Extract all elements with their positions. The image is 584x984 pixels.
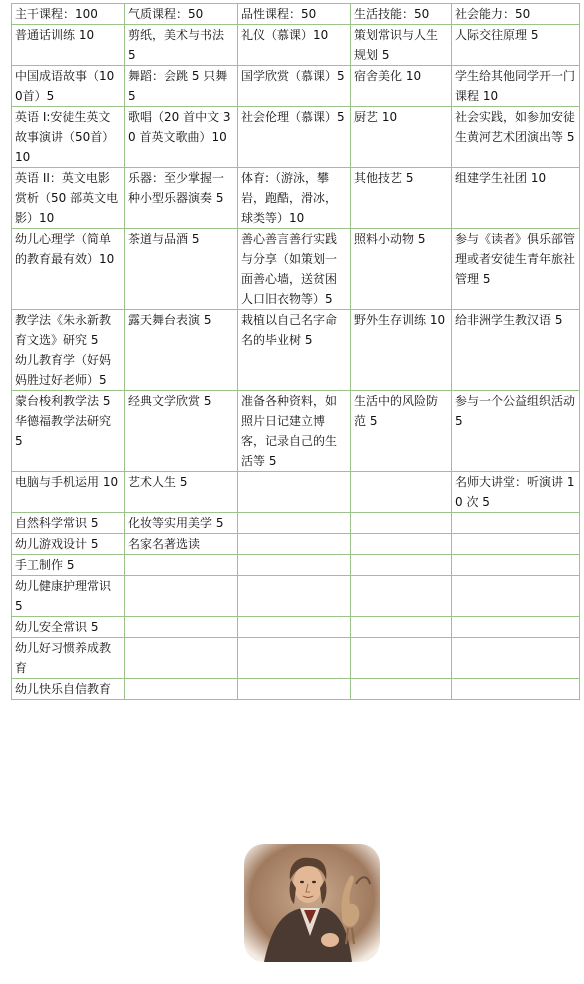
table-cell (125, 25, 238, 66)
table-cell (12, 4, 125, 25)
table-row (12, 534, 580, 555)
table-cell (12, 391, 125, 472)
table-cell (452, 25, 580, 66)
table-cell (452, 168, 580, 229)
cell-text: 社会能力：50 (455, 7, 531, 21)
table-cell (12, 107, 125, 168)
cell-text: 茶道与品酒 5 (128, 232, 200, 246)
cell-text (455, 679, 576, 699)
cell-text: 人际交往原理 5 (455, 28, 539, 42)
curriculum-table (11, 3, 580, 700)
table-cell (238, 4, 351, 25)
cell-text (455, 576, 576, 596)
table-row (12, 4, 580, 25)
cell-text: 幼儿心理学（简单的教育最有效）10 (15, 232, 115, 266)
table-cell (12, 168, 125, 229)
table-row (12, 107, 580, 168)
cell-text (128, 617, 234, 637)
cell-text: 经典文学欣赏 5 (128, 394, 212, 408)
cell-text (354, 513, 448, 533)
table-cell (452, 229, 580, 310)
cell-text (241, 555, 347, 575)
table-cell (125, 391, 238, 472)
cell-text: 准备各种资料，如照片日记建立博客，记录自己的生活等 5 (241, 394, 338, 468)
cell-text (455, 617, 576, 637)
table-cell (452, 679, 580, 700)
cell-text: 中国成语故事（100首）5 (15, 69, 115, 103)
table-row (12, 513, 580, 534)
table-cell (351, 391, 452, 472)
cell-text: 幼儿快乐自信教育 (15, 682, 112, 696)
table-cell (125, 472, 238, 513)
cell-text: 社会实践，如参加安徒生黄河艺术团演出等 5 (455, 110, 576, 144)
cell-text: 学生给其他同学开一门课程 10 (455, 69, 576, 103)
table-cell (351, 168, 452, 229)
table-row (12, 310, 580, 391)
cell-text: 社会伦理（慕课）5 (241, 110, 345, 124)
table-cell (452, 513, 580, 534)
cell-text (354, 534, 448, 554)
cell-text (128, 576, 234, 596)
cell-text (128, 679, 234, 699)
cell-text (241, 472, 347, 492)
table-cell (125, 4, 238, 25)
cell-text: 自然科学常识 5 (15, 516, 99, 530)
cell-text (241, 513, 347, 533)
table-cell (238, 229, 351, 310)
cell-text: 生活中的风险防范 5 (354, 394, 439, 428)
table-cell (125, 679, 238, 700)
table-cell (238, 534, 351, 555)
table-cell (125, 229, 238, 310)
table-cell (125, 638, 238, 679)
cell-text: 乐器：至少掌握一种小型乐器演奏 5 (128, 171, 225, 205)
cell-text (241, 638, 347, 658)
cell-text: 化妆等实用美学 5 (128, 516, 224, 530)
table-cell (452, 472, 580, 513)
table-cell (238, 638, 351, 679)
table-row (12, 679, 580, 700)
cell-text (455, 555, 576, 575)
cell-text: 生活技能：50 (354, 7, 430, 21)
cell-text: 华德福教学法研究 5 (15, 414, 112, 448)
table-cell (238, 679, 351, 700)
cell-text: 栽植以自己名字命名的毕业树 5 (241, 313, 338, 347)
table-cell (12, 617, 125, 638)
table-cell (125, 555, 238, 576)
table-cell (351, 513, 452, 534)
table-cell (238, 66, 351, 107)
table-cell (125, 617, 238, 638)
cell-text: 宿舍美化 10 (354, 69, 422, 83)
cell-text: 幼儿好习惯养成教育 (15, 641, 112, 675)
table-cell (238, 513, 351, 534)
table-cell (125, 107, 238, 168)
table-row (12, 66, 580, 107)
table-cell (12, 66, 125, 107)
cell-text: 体育:（游泳，攀岩，跑酷，滑冰，球类等）10 (241, 171, 338, 225)
cell-text: 厨艺 10 (354, 110, 398, 124)
cell-text (455, 513, 576, 533)
cell-text: 艺术人生 5 (128, 475, 188, 489)
cell-text: 品性课程：50 (241, 7, 317, 21)
table-row (12, 555, 580, 576)
table-cell (351, 555, 452, 576)
cell-text: 善心善言善行实践与分享（如策划一面善心墙，送贫困人口旧衣物等）5 (241, 232, 338, 306)
cell-text: 英语 II：英文电影赏析（50 部英文电影）10 (15, 171, 119, 225)
table-cell (351, 472, 452, 513)
cell-text (455, 534, 576, 554)
table-cell (351, 679, 452, 700)
curriculum-table-body (12, 4, 580, 700)
table-row (12, 25, 580, 66)
table-cell (125, 576, 238, 617)
cell-text: 幼儿游戏设计 5 (15, 537, 99, 551)
table-cell (351, 107, 452, 168)
table-cell (351, 617, 452, 638)
cell-text: 教学法《朱永新教育文选》研究 5 (15, 313, 112, 347)
table-cell (351, 310, 452, 391)
portrait-image (244, 844, 380, 962)
cell-text (241, 534, 347, 554)
table-row (12, 638, 580, 679)
cell-text (241, 617, 347, 637)
cell-text: 英语 I:安徒生英文故事演讲（50首）10 (15, 110, 115, 164)
cell-text: 给非洲学生教汉语 5 (455, 313, 563, 327)
cell-text: 照料小动物 5 (354, 232, 426, 246)
portrait-illustration-icon (244, 844, 380, 962)
table-cell (125, 534, 238, 555)
table-cell (12, 679, 125, 700)
cell-text: 国学欣赏（慕课）5 (241, 69, 345, 83)
table-cell (238, 391, 351, 472)
table-row (12, 617, 580, 638)
cell-text (354, 679, 448, 699)
table-cell (12, 534, 125, 555)
cell-text (128, 638, 234, 658)
cell-text: 礼仪（慕课）10 (241, 28, 329, 42)
table-cell (351, 229, 452, 310)
table-cell (12, 576, 125, 617)
cell-text: 野外生存训练 10 (354, 313, 446, 327)
table-cell (125, 168, 238, 229)
table-cell (351, 576, 452, 617)
cell-text (354, 472, 448, 492)
table-cell (351, 4, 452, 25)
table-cell (12, 25, 125, 66)
table-cell (125, 310, 238, 391)
cell-text (241, 576, 347, 596)
table-cell (452, 576, 580, 617)
table-cell (125, 513, 238, 534)
cell-text: 策划常识与人生规划 5 (354, 28, 439, 62)
cell-text: 蒙台梭利教学法 5 (15, 394, 111, 408)
cell-text: 组建学生社团 10 (455, 171, 547, 185)
table-row (12, 391, 580, 472)
table-cell (452, 534, 580, 555)
table-row (12, 229, 580, 310)
table-cell (12, 472, 125, 513)
cell-text: 幼儿安全常识 5 (15, 620, 99, 634)
cell-text: 主干课程：100 (15, 7, 98, 21)
table-cell (351, 25, 452, 66)
cell-text: 其他技艺 5 (354, 171, 414, 185)
cell-text: 名师大讲堂：听演讲 10 次 5 (455, 475, 575, 509)
table-cell (238, 168, 351, 229)
table-cell (452, 391, 580, 472)
table-cell (12, 555, 125, 576)
table-cell (351, 534, 452, 555)
table-cell (238, 472, 351, 513)
table-cell (452, 555, 580, 576)
cell-text (354, 576, 448, 596)
table-cell (452, 4, 580, 25)
table-row (12, 168, 580, 229)
table-cell (12, 229, 125, 310)
table-cell (238, 310, 351, 391)
cell-text: 参与一个公益组织活动 5 (455, 394, 576, 428)
table-cell (452, 66, 580, 107)
cell-text: 幼儿教育学（好妈妈胜过好老师）5 (15, 353, 112, 387)
table-row (12, 472, 580, 513)
table-cell (238, 576, 351, 617)
cell-text: 参与《读者》俱乐部管理或者安徒生青年旅社管理 5 (455, 232, 576, 286)
table-cell (12, 513, 125, 534)
table-cell (125, 66, 238, 107)
cell-text (354, 638, 448, 658)
cell-text: 名家名著选读 (128, 537, 201, 551)
cell-text: 手工制作 5 (15, 558, 75, 572)
cell-text: 气质课程：50 (128, 7, 204, 21)
cell-text: 歌唱（20 首中文 30 首英文歌曲）10 (128, 110, 231, 144)
cell-text (241, 679, 347, 699)
table-cell (238, 617, 351, 638)
cell-text: 舞蹈：会跳 5 只舞 5 (128, 69, 228, 103)
table-cell (351, 66, 452, 107)
cell-text (455, 638, 576, 658)
table-cell (452, 638, 580, 679)
cell-text: 露天舞台表演 5 (128, 313, 212, 327)
table-cell (12, 638, 125, 679)
table-cell (452, 617, 580, 638)
table-cell (12, 310, 125, 391)
table-cell (452, 310, 580, 391)
cell-text (354, 617, 448, 637)
cell-text: 电脑与手机运用 10 (15, 475, 119, 489)
cell-text: 剪纸，美术与书法 5 (128, 28, 225, 62)
document-page (11, 3, 579, 700)
cell-text: 普通话训练 10 (15, 28, 95, 42)
table-cell (351, 638, 452, 679)
cell-text: 幼儿健康护理常识 5 (15, 579, 112, 613)
table-cell (238, 107, 351, 168)
table-row (12, 576, 580, 617)
cell-text (354, 555, 448, 575)
table-cell (238, 555, 351, 576)
table-cell (238, 25, 351, 66)
cell-text (128, 555, 234, 575)
table-cell (452, 107, 580, 168)
